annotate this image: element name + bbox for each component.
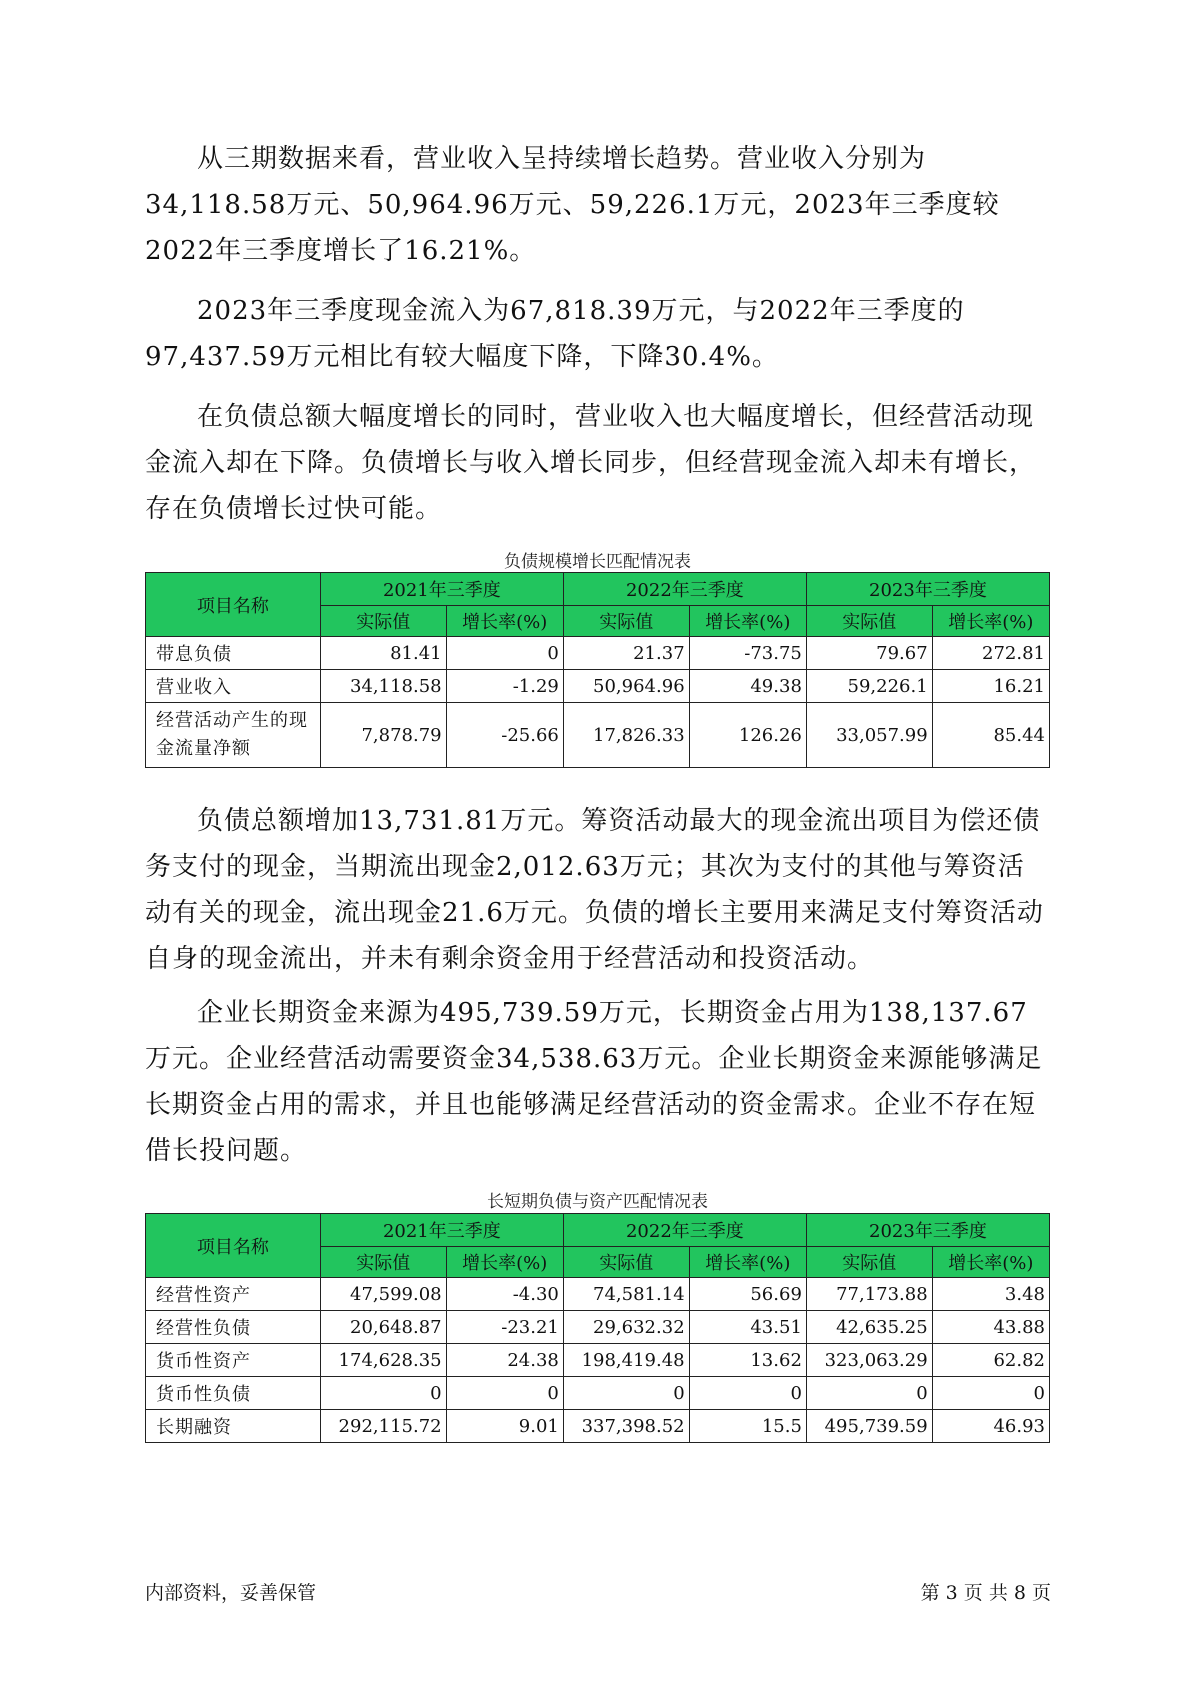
cell-value: 49.38 <box>689 670 806 703</box>
cell-value: 126.26 <box>689 703 806 768</box>
cell-value: 0 <box>689 1377 806 1410</box>
cell-value: 43.88 <box>932 1311 1049 1344</box>
cell-value: 337,398.52 <box>563 1410 689 1443</box>
paragraph-debt-growth: 在负债总额大幅度增长的同时，营业收入也大幅度增长，但经营活动现金流入却在下降。负债增长与收入增长同步，但经营现金流入却未有增长，存在负债增长过快可能。 <box>145 402 1037 524</box>
header-period-2023: 2023年三季度 <box>806 573 1049 606</box>
row-name: 货币性负债 <box>146 1377 321 1410</box>
cell-value: -25.66 <box>446 703 563 768</box>
cell-value: 74,581.14 <box>563 1278 689 1311</box>
row-name: 经营性资产 <box>146 1278 321 1311</box>
cell-value: 59,226.1 <box>806 670 932 703</box>
cell-value: -1.29 <box>446 670 563 703</box>
cell-value: 323,063.29 <box>806 1344 932 1377</box>
cell-value: 15.5 <box>689 1410 806 1443</box>
row-name: 经营活动产生的现金流量净额 <box>146 703 321 768</box>
cell-value: 0 <box>446 637 563 670</box>
table-row <box>146 1410 1050 1443</box>
header-period-2022: 2022年三季度 <box>563 573 806 606</box>
header-period-2021: 2021年三季度 <box>320 1214 563 1247</box>
cell-value: 7,878.79 <box>320 703 446 768</box>
cell-value: 0 <box>932 1377 1049 1410</box>
table-row <box>146 1344 1050 1377</box>
cell-value: 16.21 <box>932 670 1049 703</box>
header-actual: 实际值 <box>563 606 689 637</box>
cell-value: 79.67 <box>806 637 932 670</box>
cell-value: 46.93 <box>932 1410 1049 1443</box>
cell-value: 495,739.59 <box>806 1410 932 1443</box>
cell-value: 0 <box>320 1377 446 1410</box>
cell-value: 24.38 <box>446 1344 563 1377</box>
cell-value: -4.30 <box>446 1278 563 1311</box>
paragraph-long-term-funds: 企业长期资金来源为495,739.59万元，长期资金占用为138,137.67万元。企业经营活动需要资金34,538.63万元。企业长期资金来源能够满足长期资金占用的需求，并且也能够满足经营活动的资金需求。企业不存在短借长投问题。 <box>145 998 1043 1166</box>
cell-value: 62.82 <box>932 1344 1049 1377</box>
header-item-name: 项目名称 <box>146 573 321 637</box>
header-actual: 实际值 <box>806 606 932 637</box>
table-row <box>146 1377 1050 1410</box>
header-period-2021: 2021年三季度 <box>320 573 563 606</box>
footer-confidential-note: 内部资料，妥善保管 <box>145 1582 317 1604</box>
header-growth: 增长率(%) <box>932 1247 1049 1278</box>
cell-value: 292,115.72 <box>320 1410 446 1443</box>
cell-value: 198,419.48 <box>563 1344 689 1377</box>
cell-value: 20,648.87 <box>320 1311 446 1344</box>
cell-value: 21.37 <box>563 637 689 670</box>
cell-value: -73.75 <box>689 637 806 670</box>
cell-value: 0 <box>806 1377 932 1410</box>
cell-value: 81.41 <box>320 637 446 670</box>
cell-value: 0 <box>446 1377 563 1410</box>
cell-value: 33,057.99 <box>806 703 932 768</box>
table-row <box>146 1311 1050 1344</box>
cell-value: 174,628.35 <box>320 1344 446 1377</box>
cell-value: 47,599.08 <box>320 1278 446 1311</box>
cell-value: 13.62 <box>689 1344 806 1377</box>
header-actual: 实际值 <box>563 1247 689 1278</box>
header-item-name: 项目名称 <box>146 1214 321 1278</box>
table-row <box>146 670 1050 703</box>
paragraph-financing: 负债总额增加13,731.81万元。筹资活动最大的现金流出项目为偿还债务支付的现金，当期流出现金2,012.63万元；其次为支付的其他与筹资活动有关的现金，流出现金21.6万元。负债的增长主要用来满足支付筹资活动自身的现金流出，并未有剩余资金用于经营活动和投资活动。 <box>145 806 1044 974</box>
cell-value: 29,632.32 <box>563 1311 689 1344</box>
header-growth: 增长率(%) <box>446 1247 563 1278</box>
cell-value: 50,964.96 <box>563 670 689 703</box>
cell-value: 85.44 <box>932 703 1049 768</box>
header-growth: 增长率(%) <box>689 1247 806 1278</box>
row-name: 营业收入 <box>146 670 321 703</box>
asset-liability-table <box>145 1213 1050 1443</box>
cell-value: 272.81 <box>932 637 1049 670</box>
paragraph-revenue: 从三期数据来看，营业收入呈持续增长趋势。营业收入分别为34,118.58万元、50,964.96万元、59,226.1万元，2023年三季度较2022年三季度增长了16.21%。 <box>145 144 1000 266</box>
cell-value: 0 <box>563 1377 689 1410</box>
footer-page-number: 第 3 页 共 8 页 <box>920 1582 1051 1604</box>
cell-value: 77,173.88 <box>806 1278 932 1311</box>
cell-value: 42,635.25 <box>806 1311 932 1344</box>
header-actual: 实际值 <box>320 606 446 637</box>
cell-value: -23.21 <box>446 1311 563 1344</box>
row-name: 带息负债 <box>146 637 321 670</box>
cell-value: 3.48 <box>932 1278 1049 1311</box>
cell-value: 56.69 <box>689 1278 806 1311</box>
header-growth: 增长率(%) <box>446 606 563 637</box>
header-actual: 实际值 <box>806 1247 932 1278</box>
row-name: 经营性负债 <box>146 1311 321 1344</box>
table-row <box>146 1278 1050 1311</box>
header-period-2022: 2022年三季度 <box>563 1214 806 1247</box>
cell-value: 17,826.33 <box>563 703 689 768</box>
table-row <box>146 703 1050 768</box>
cell-value: 43.51 <box>689 1311 806 1344</box>
table2-caption: 长短期负债与资产匹配情况表 <box>487 1192 708 1212</box>
header-actual: 实际值 <box>320 1247 446 1278</box>
paragraph-cash-inflow: 2023年三季度现金流入为67,818.39万元，与2022年三季度的97,437.59万元相比有较大幅度下降，下降30.4%。 <box>145 296 965 372</box>
cell-value: 9.01 <box>446 1410 563 1443</box>
row-name: 长期融资 <box>146 1410 321 1443</box>
debt-scale-table <box>145 572 1050 768</box>
header-period-2023: 2023年三季度 <box>806 1214 1049 1247</box>
cell-value: 34,118.58 <box>320 670 446 703</box>
table-row <box>146 637 1050 670</box>
row-name: 货币性资产 <box>146 1344 321 1377</box>
header-growth: 增长率(%) <box>932 606 1049 637</box>
table1-caption: 负债规模增长匹配情况表 <box>504 552 691 572</box>
header-growth: 增长率(%) <box>689 606 806 637</box>
